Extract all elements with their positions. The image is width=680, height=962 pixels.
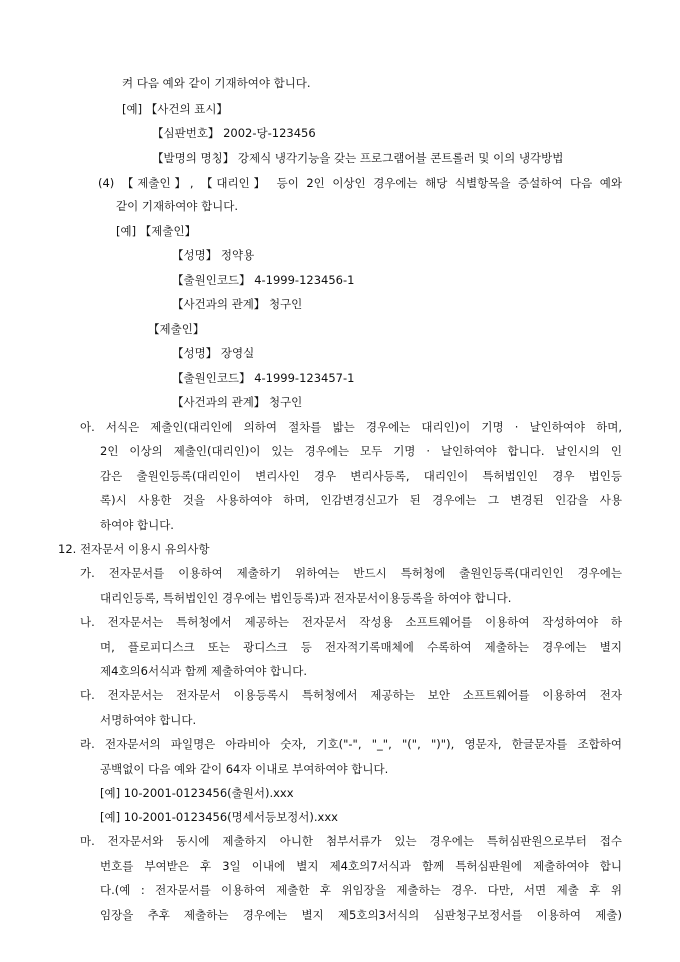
text-line: 록)시 사용한 것을 사용하여야 하며, 인감변경신고가 된 경우에는 그 변경된 인감을 사용 (100, 493, 622, 507)
text-line: 공백없이 다음 예와 같이 64자 이내로 부여하여야 합니다. (100, 762, 389, 776)
text-line: (4) 【제출인】, 【대리인】 등이 2인 이상인 경우에는 해당 식별항목을 증설하여 다음 예와 (98, 176, 622, 190)
text-line: 【성명】 정약용 (172, 248, 255, 262)
text-line: 【출원인코드】 4-1999-123457-1 (172, 371, 355, 385)
text-line: 대리인등록, 특허법인인 경우에는 법인등록)과 전자문서이용등록을 하여야 합니다. (100, 591, 512, 605)
text-line: 【제출인】 (148, 322, 205, 336)
text-line: 서명하여야 합니다. (100, 713, 197, 727)
text-line: 제4호의6서식과 함께 제출하여야 합니다. (100, 664, 307, 678)
example-label: [예] 10-2001-0123456(출원서).xxx (100, 786, 294, 800)
text-line: 【심판번호】 2002-당-123456 (152, 126, 316, 140)
text-line: 번호를 부여받은 후 3일 이내에 별지 제4호의7서식과 함께 특허심판원에 제출하여야 합니 (100, 859, 622, 873)
text-line: 마. 전자문서와 동시에 제출하지 아니한 첨부서류가 있는 경우에는 특허심판원으로부터 접수 (80, 834, 622, 848)
text-line: 다. 전자문서는 전자문서 이용등록시 특허청에서 제공하는 보안 소프트웨어를 이용하여 전자 (80, 688, 622, 702)
example-label: [예] 【사건의 표시】 (122, 102, 228, 116)
text-line: 아. 서식은 제출인(대리인에 의하여 절차를 밟는 경우에는 대리인)이 기명 · 날인하여야 하며, (80, 420, 622, 434)
text-line: 【발명의 명칭】 강제식 냉각기능을 갖는 프로그램어블 콘트롤러 및 이의 냉각방법 (152, 151, 564, 165)
text-line: 며, 플로피디스크 또는 광디스크 등 전자적기록매체에 수록하여 제출하는 경우에는 별지 (100, 640, 622, 654)
example-label: [예] 10-2001-0123456(명세서등보정서).xxx (100, 810, 338, 824)
text-line: 나. 전자문서는 특허청에서 제공하는 전자문서 작성용 소프트웨어를 이용하여 작성하여야 하 (80, 615, 622, 629)
text-line: 【사건과의 관계】 청구인 (172, 395, 303, 409)
text-line: 켜 다음 예와 같이 기재하여야 합니다. (122, 76, 311, 90)
text-line: 가. 전자문서를 이용하여 제출하기 위하여는 반드시 특허청에 출원인등록(대리인인 경우에는 (80, 566, 622, 580)
text-line: 【사건과의 관계】 청구인 (172, 297, 303, 311)
text-line: 【성명】 장영실 (172, 346, 255, 360)
text-line: 하여야 합니다. (100, 518, 174, 532)
text-line: 같이 기재하여야 합니다. (116, 199, 239, 213)
text-line: 2인 이상의 제출인(대리인)이 있는 경우에는 모두 기명 · 날인하여야 합니다. 날인시의 인 (100, 444, 622, 458)
example-label: [예] 【제출인】 (116, 224, 197, 238)
section-heading: 12. 전자문서 이용시 유의사항 (58, 542, 210, 556)
text-line: 【출원인코드】 4-1999-123456-1 (172, 273, 355, 287)
text-line: 다.(예 : 전자문서를 이용하여 제출한 후 위임장을 제출하는 경우. 다만, 서면 제출 후 위 (100, 883, 622, 897)
text-line: 라. 전자문서의 파일명은 아라비아 숫자, 기호("-", "_", "(", ")"), 영문자, 한글문자를 조합하여 (80, 737, 622, 751)
text-line: 임장을 추후 제출하는 경우에는 별지 제5호의3서식의 심판청구보정서를 이용하여 제출) (100, 908, 622, 922)
text-line: 감은 출원인등록(대리인이 변리사인 경우 변리사등록, 대리인이 특허법인인 경우 법인등 (100, 469, 622, 483)
